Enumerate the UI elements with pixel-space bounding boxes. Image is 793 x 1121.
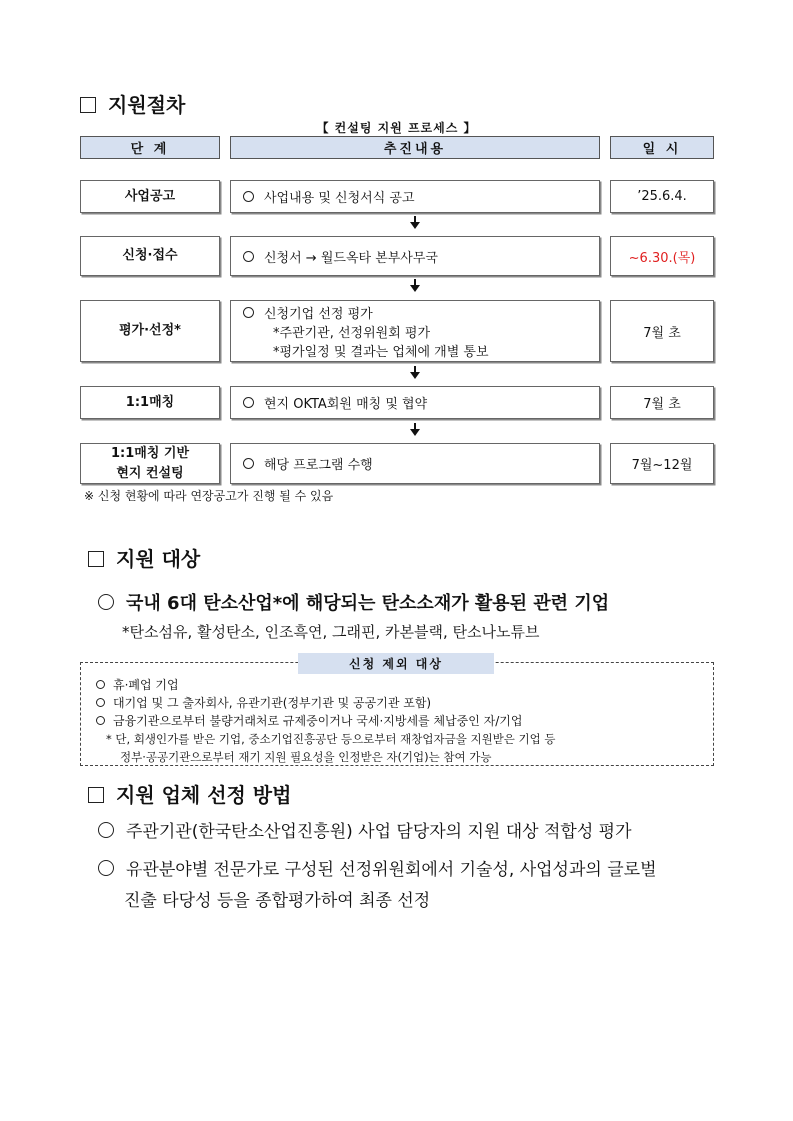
target-sub-note: *탄소섬유, 활성탄소, 인조흑연, 그래핀, 카본블랙, 탄소나노튜브 xyxy=(122,623,540,641)
content-box-matching: 현지 OKTA회원 매칭 및 협약 xyxy=(230,386,600,419)
header-date: 일 시 xyxy=(610,136,714,159)
step-box-evaluation: 평가·선정* xyxy=(80,300,220,362)
evaluation-note: *주관기관, 선정위원회 평가 xyxy=(273,326,431,341)
header-step: 단 계 xyxy=(80,136,220,159)
down-arrow-icon xyxy=(410,423,420,436)
exclusion-item: 금융기관으로부터 불량거래처로 규제중이거나 국세·지방세를 체납중인 자/기업 xyxy=(96,712,522,729)
down-arrow-icon xyxy=(410,279,420,292)
circle-bullet-icon xyxy=(98,860,114,876)
content-box-evaluation: 신청기업 선정 평가 *주관기관, 선정위원회 평가 *평가일정 및 결과는 업체에 개별 통보 xyxy=(230,300,600,362)
step-box-announcement: 사업공고 xyxy=(80,180,220,213)
exclusion-note: 정부·공공기관으로부터 재기 지원 필요성을 인정받은 자(기업)는 참여 가능 xyxy=(120,750,492,764)
checkbox-square-icon xyxy=(88,551,104,567)
exclusion-item: 휴·폐업 기업 xyxy=(96,676,179,693)
exclusion-title: 신청 제외 대상 xyxy=(298,653,494,674)
date-box-evaluation: 7월 초 xyxy=(610,300,714,362)
procedure-footnote: ※ 신청 현황에 따라 연장공고가 진행 될 수 있음 xyxy=(84,489,334,503)
checkbox-square-icon xyxy=(88,787,104,803)
circle-bullet-icon xyxy=(96,680,105,689)
date-box-matching: 7월 초 xyxy=(610,386,714,419)
step-box-consulting: 1:1매칭 기반 현지 컨설팅 xyxy=(80,443,220,484)
content-box-application: 신청서 → 월드옥타 본부사무국 xyxy=(230,236,600,276)
content-box-announcement: 사업내용 및 신청서식 공고 xyxy=(230,180,600,213)
down-arrow-icon xyxy=(410,366,420,379)
selection-item-continuation: 진출 타당성 등을 종합평가하여 최종 선정 xyxy=(124,891,431,911)
date-box-application: ~6.30.(목) xyxy=(610,236,714,276)
exclusion-item: 대기업 및 그 출자회사, 유관기관(정부기관 및 공공기관 포함) xyxy=(96,694,431,711)
section-title-selection: 지원 업체 선정 방법 xyxy=(88,779,291,808)
circle-bullet-icon xyxy=(243,191,254,202)
selection-item: 유관분야별 전문가로 구성된 선정위원회에서 기술성, 사업성과의 글로벌 xyxy=(98,855,657,880)
circle-bullet-icon xyxy=(98,822,114,838)
circle-bullet-icon xyxy=(243,251,254,262)
date-box-announcement: ’25.6.4. xyxy=(610,180,714,213)
date-box-consulting: 7월~12월 xyxy=(610,443,714,484)
exclusion-note: * 단, 회생인가를 받은 기업, 중소기업진흥공단 등으로부터 재창업자금을 지원받은 기업 등 xyxy=(106,732,556,746)
down-arrow-icon xyxy=(410,216,420,229)
circle-bullet-icon xyxy=(243,458,254,469)
circle-bullet-icon xyxy=(96,698,105,707)
step-box-application: 신청·접수 xyxy=(80,236,220,276)
section-title-target: 지원 대상 xyxy=(88,543,200,572)
circle-bullet-icon xyxy=(243,307,254,318)
process-caption: 【 컨설팅 지원 프로세스 】 xyxy=(316,121,477,135)
circle-bullet-icon xyxy=(243,397,254,408)
header-content: 추진내용 xyxy=(230,136,600,159)
checkbox-square-icon xyxy=(80,97,96,113)
circle-bullet-icon xyxy=(98,594,114,610)
selection-item: 주관기관(한국탄소산업진흥원) 사업 담당자의 지원 대상 적합성 평가 xyxy=(98,817,632,842)
step-box-matching: 1:1매칭 xyxy=(80,386,220,419)
evaluation-note: *평가일정 및 결과는 업체에 개별 통보 xyxy=(273,345,489,360)
target-main-statement: 국내 6대 탄소산업*에 해당되는 탄소소재가 활용된 관련 기업 xyxy=(98,589,609,615)
circle-bullet-icon xyxy=(96,716,105,725)
content-box-consulting: 해당 프로그램 수행 xyxy=(230,443,600,484)
section-title-procedure: 지원절차 xyxy=(80,89,185,118)
